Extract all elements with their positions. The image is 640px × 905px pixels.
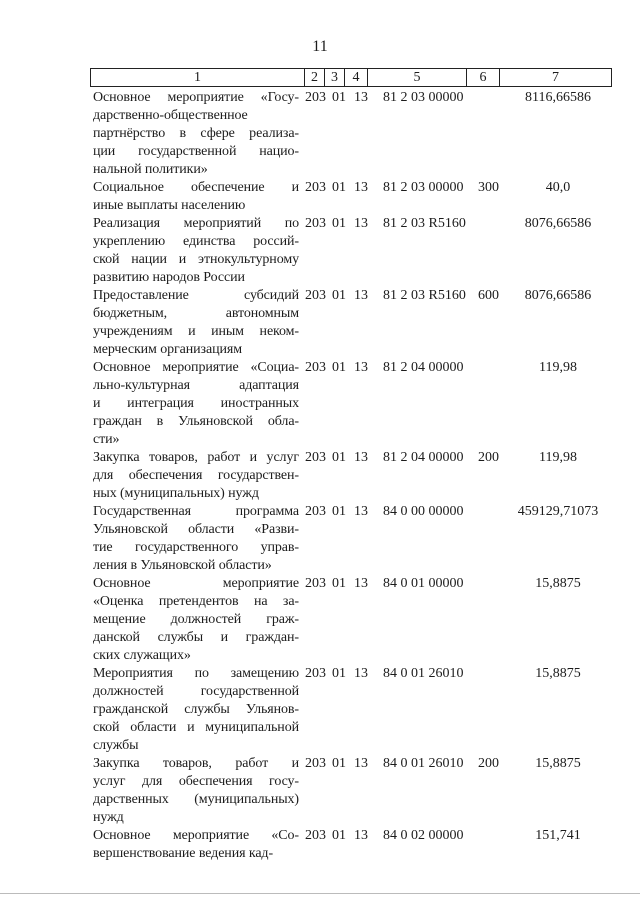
table-row (0, 503, 640, 575)
cell-col-5: 84 0 01 26010 (383, 666, 464, 681)
row-name (93, 827, 299, 863)
cell-col-5: 84 0 01 00000 (383, 576, 464, 591)
row-name-line: Социальное обеспечение и (93, 180, 299, 195)
cell-col-2: 203 (305, 756, 326, 771)
cell-col-3: 01 (332, 360, 346, 375)
row-name (93, 215, 299, 287)
row-name-line: нальной политики» (93, 162, 208, 177)
row-name-line: развитию народов России (93, 270, 245, 285)
cell-col-4: 13 (354, 666, 368, 681)
row-name-line: Ульяновской области «Разви- (93, 522, 299, 537)
row-name (93, 287, 299, 359)
row-name-line: Основное мероприятие «Госу- (93, 90, 299, 105)
cell-col-2: 203 (305, 666, 326, 681)
table-row (0, 449, 640, 503)
row-name (93, 755, 299, 827)
cell-col-4: 13 (354, 756, 368, 771)
table-header (90, 68, 612, 87)
row-name-line: должностей государственной (93, 684, 299, 699)
table-row (0, 755, 640, 827)
cell-col-7: 459129,71073 (517, 504, 599, 519)
row-name-line: Основное мероприятие «Социа- (93, 360, 299, 375)
cell-col-7: 8076,66586 (524, 288, 592, 303)
cell-col-3: 01 (332, 666, 346, 681)
cell-col-5: 81 2 03 00000 (383, 90, 464, 105)
row-name-line: сти» (93, 432, 120, 447)
cell-col-5: 84 0 00 00000 (383, 504, 464, 519)
cell-col-7: 15,8875 (535, 756, 581, 771)
header-col-5: 5 (367, 69, 466, 86)
row-name-line: ных (муниципальных) нужд (93, 486, 259, 501)
cell-col-3: 01 (332, 504, 346, 519)
row-name-line: и интеграция иностранных (93, 396, 299, 411)
cell-col-2: 203 (305, 576, 326, 591)
cell-col-2: 203 (305, 504, 326, 519)
cell-col-2: 203 (305, 90, 326, 105)
row-name-line: нужд (93, 810, 124, 825)
table-row (0, 215, 640, 287)
cell-col-2: 203 (305, 180, 326, 195)
cell-col-4: 13 (354, 180, 368, 195)
row-name-line: партнёрство в сфере реализа- (93, 126, 299, 141)
cell-col-7: 151,741 (535, 828, 581, 843)
cell-col-6: 300 (478, 180, 499, 195)
cell-col-5: 81 2 04 00000 (383, 450, 464, 465)
row-name-line: учреждениям и иным неком- (93, 324, 299, 339)
row-name-line: ских служащих» (93, 648, 191, 663)
row-name-line: граждан в Ульяновской обла- (93, 414, 299, 429)
cell-col-4: 13 (354, 828, 368, 843)
cell-col-7: 8116,66586 (525, 90, 591, 105)
cell-col-7: 15,8875 (535, 666, 581, 681)
cell-col-5: 84 0 02 00000 (383, 828, 464, 843)
cell-col-4: 13 (354, 90, 368, 105)
cell-col-2: 203 (305, 216, 326, 231)
row-name (93, 179, 299, 215)
row-name (93, 503, 299, 575)
header-col-1: 1 (194, 70, 201, 85)
cell-col-5: 81 2 03 00000 (383, 180, 464, 195)
cell-col-3: 01 (332, 90, 346, 105)
row-name-line: бюджетным, автономным (93, 306, 299, 321)
row-name (93, 89, 299, 179)
row-name-line: ции государственной нацио- (93, 144, 299, 159)
row-name-line: иные выплаты населению (93, 198, 246, 213)
scan-artifact (0, 893, 640, 894)
cell-col-4: 13 (354, 360, 368, 375)
row-name (93, 359, 299, 449)
header-col-4: 4 (344, 69, 367, 86)
table-row (0, 359, 640, 449)
cell-col-3: 01 (332, 288, 346, 303)
row-name-line: мещение должностей граж- (93, 612, 299, 627)
row-name-line: Реализация мероприятий по (93, 216, 299, 231)
cell-col-7: 119,98 (539, 450, 577, 465)
table-row (0, 179, 640, 215)
row-name-line: Государственная программа (93, 504, 299, 519)
cell-col-4: 13 (354, 576, 368, 591)
table-body (0, 89, 640, 863)
row-name-line: Закупка товаров, работ и (93, 756, 299, 771)
cell-col-7: 15,8875 (535, 576, 581, 591)
row-name-line: ления в Ульяновской области» (93, 558, 272, 573)
row-name-line: укреплению единства россий- (93, 234, 299, 249)
cell-col-5: 81 2 03 R5160 (383, 288, 466, 303)
cell-col-3: 01 (332, 216, 346, 231)
row-name-line: Мероприятия по замещению (93, 666, 299, 681)
table-row (0, 827, 640, 863)
cell-col-5: 81 2 03 R5160 (383, 216, 466, 231)
row-name-line: службы (93, 738, 139, 753)
cell-col-3: 01 (332, 180, 346, 195)
table-row (0, 287, 640, 359)
header-col-7: 7 (499, 69, 611, 86)
cell-col-2: 203 (305, 288, 326, 303)
row-name-line: тие государственного управ- (93, 540, 299, 555)
cell-col-7: 40,0 (545, 180, 571, 195)
row-name-line: Закупка товаров, работ и услуг (93, 450, 299, 465)
row-name-line: вершенствование ведения кад- (93, 846, 274, 861)
cell-col-3: 01 (332, 828, 346, 843)
page-number: 11 (312, 38, 328, 55)
row-name-line: гражданской службы Ульянов- (93, 702, 299, 717)
row-name-line: Основное мероприятие (93, 576, 299, 591)
cell-col-4: 13 (354, 450, 368, 465)
cell-col-4: 13 (354, 216, 368, 231)
row-name-line: услуг для обеспечения госу- (93, 774, 299, 789)
header-col-6: 6 (466, 69, 499, 86)
row-name-line: для обеспечения государствен- (93, 468, 299, 483)
row-name-line: дарственных (муниципальных) (93, 792, 299, 807)
table-row (0, 89, 640, 179)
row-name-line: Основное мероприятие «Со- (93, 828, 299, 843)
row-name (93, 575, 299, 665)
cell-col-7: 8076,66586 (524, 216, 592, 231)
row-name-line: дарственно-общественное (93, 108, 248, 123)
row-name (93, 449, 299, 503)
cell-col-5: 81 2 04 00000 (383, 360, 464, 375)
cell-col-6: 200 (478, 756, 499, 771)
table-row (0, 575, 640, 665)
cell-col-3: 01 (332, 576, 346, 591)
row-name-line: данской службы и граждан- (93, 630, 299, 645)
cell-col-2: 203 (305, 450, 326, 465)
table-row (0, 665, 640, 755)
cell-col-3: 01 (332, 450, 346, 465)
row-name (93, 665, 299, 755)
cell-col-4: 13 (354, 288, 368, 303)
cell-col-5: 84 0 01 26010 (383, 756, 464, 771)
header-col-2: 2 (304, 69, 324, 86)
cell-col-7: 119,98 (539, 360, 577, 375)
header-col-3: 3 (324, 69, 344, 86)
cell-col-6: 200 (478, 450, 499, 465)
cell-col-2: 203 (305, 828, 326, 843)
row-name-line: льно-культурная адаптация (93, 378, 299, 393)
row-name-line: ской области и муниципальной (93, 720, 299, 735)
cell-col-3: 01 (332, 756, 346, 771)
row-name-line: мерческим организациям (93, 342, 242, 357)
row-name-line: «Оценка претендентов на за- (93, 594, 299, 609)
cell-col-2: 203 (305, 360, 326, 375)
row-name-line: ской нации и этнокультурному (93, 252, 299, 267)
cell-col-4: 13 (354, 504, 368, 519)
cell-col-6: 600 (478, 288, 499, 303)
row-name-line: Предоставление субсидий (93, 288, 299, 303)
